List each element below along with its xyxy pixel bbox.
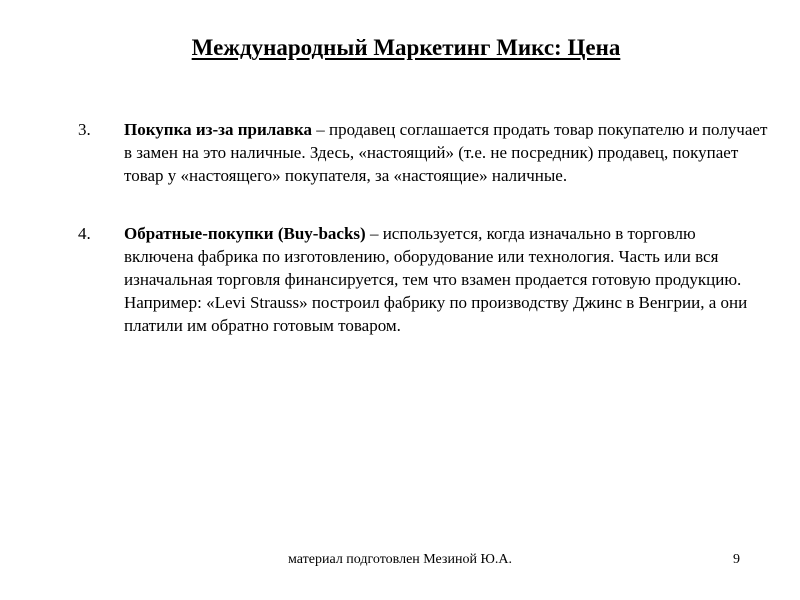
list-item-number: 3.: [78, 120, 91, 139]
page-number: 9: [733, 552, 740, 567]
list-item-term: Покупка из-за прилавка: [124, 120, 313, 139]
list-item-text: – используется, когда изначально в торговлю включена фабрика по изготовлению, оборудование или технология. Часть или вся изначальная торговля финансируется, тем что взамен продается готовую продукцию. Например: «Levi Strauss» построил фабрику по производству Джинс в Венгрии, а они платили им обратно готовым товаром.: [124, 224, 748, 335]
list-item: [78, 118, 768, 187]
list-item: [78, 222, 768, 337]
slide-title: Международный Маркетинг Микс: Цена: [191, 35, 621, 60]
list-item-term: Обратные-покупки (Buy-backs): [124, 224, 366, 243]
list-item-text: – продавец соглашается продать товар покупателю и получает в замен на это наличные. Здесь, «настоящий» (т.е. не посредник) продавец, покупает товар у «настоящего» покупателя, за «настоящие» наличные.: [124, 120, 768, 185]
list-item-number: 4.: [78, 224, 91, 243]
content-list: [78, 118, 768, 372]
footer-author: материал подготовлен Мезиной Ю.А.: [288, 552, 512, 567]
